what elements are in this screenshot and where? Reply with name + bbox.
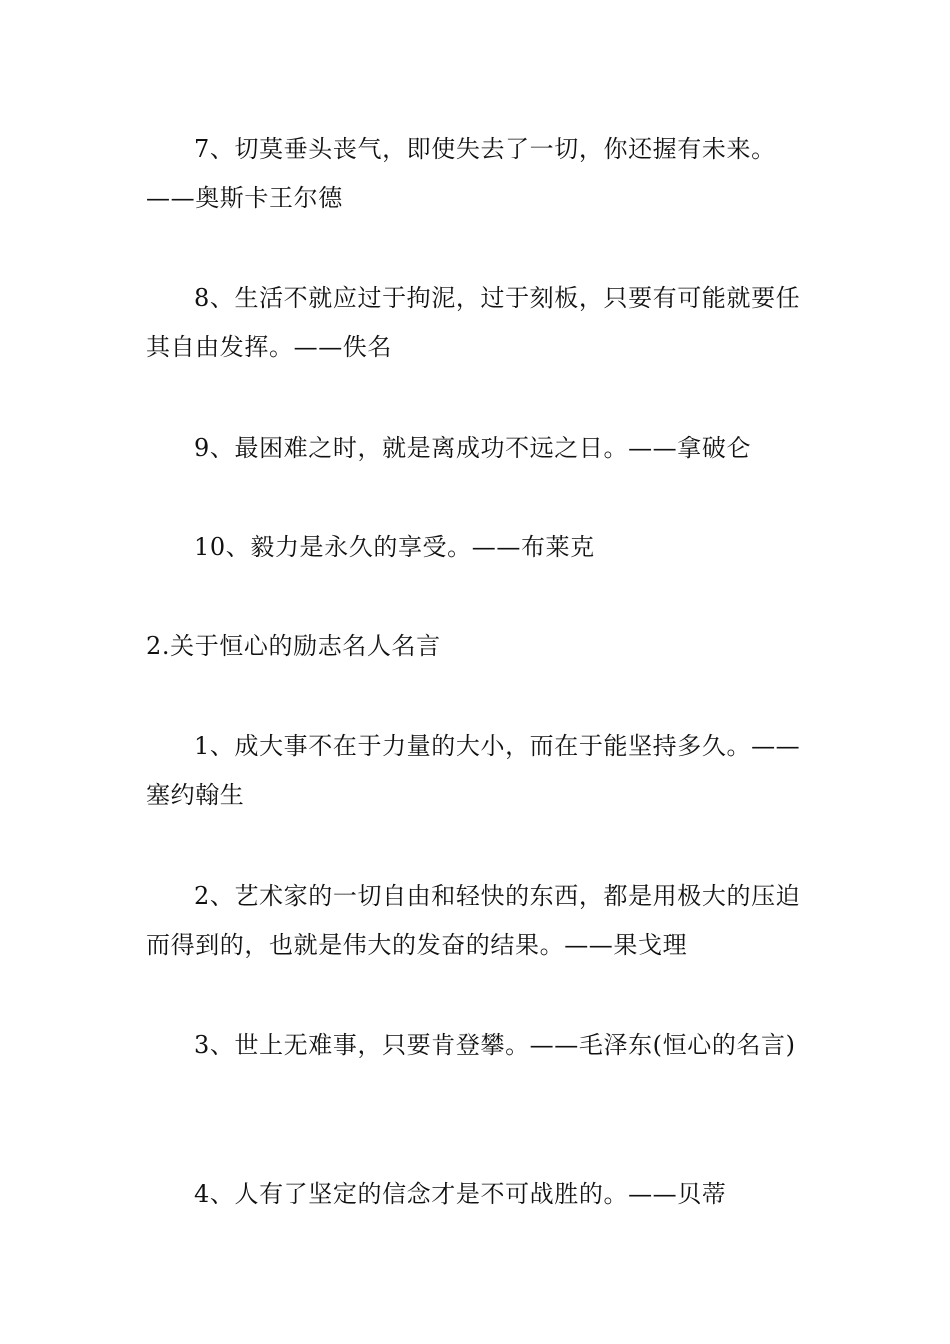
section-heading: 2.关于恒心的励志名人名言 xyxy=(146,632,441,660)
quote-paragraph-7: 7、切莫垂头丧气，即使失去了一切，你还握有未来。——奥斯卡王尔德 xyxy=(146,135,776,212)
quote-paragraph-1: 1、成大事不在于力量的大小，而在于能坚持多久。——塞约翰生 xyxy=(146,732,801,809)
quote-paragraph-10: 10、毅力是永久的享受。——布莱克 xyxy=(194,533,595,561)
quote-paragraph-3: 3、世上无难事，只要肯登攀。——毛泽东(恒心的名言) xyxy=(194,1031,796,1059)
quote-paragraph-2: 2、艺术家的一切自由和轻快的东西，都是用极大的压迫而得到的，也就是伟大的发奋的结果。——果戈理 xyxy=(146,882,801,959)
quote-paragraph-4: 4、人有了坚定的信念才是不可战胜的。——贝蒂 xyxy=(194,1180,727,1208)
quote-paragraph-8: 8、生活不就应过于拘泥，过于刻板，只要有可能就要任其自由发挥。——佚名 xyxy=(146,284,801,361)
quote-paragraph-9: 9、最困难之时，就是离成功不远之日。——拿破仑 xyxy=(194,434,752,462)
